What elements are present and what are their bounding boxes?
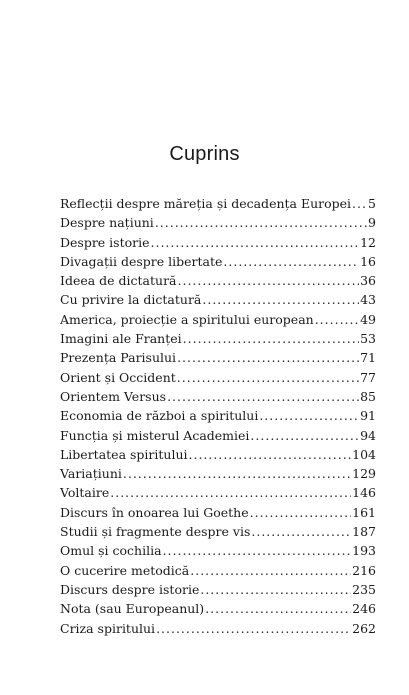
- toc-entry: [60, 619, 376, 638]
- toc-entry-title: Divagații despre libertate: [60, 253, 223, 269]
- toc-entry-title: Orientem Versus: [60, 388, 167, 404]
- page-title: Cuprins: [169, 143, 240, 165]
- toc-entry-page-number: 77: [360, 369, 376, 385]
- toc-entry-page-number: 104: [352, 446, 376, 462]
- toc-entry-page-number: 9: [368, 215, 376, 231]
- toc-leader-dots: [250, 503, 352, 522]
- toc-leader-dots: [156, 619, 351, 638]
- toc-entry: [60, 599, 376, 618]
- toc-entry: [60, 213, 376, 232]
- toc-entry-title: Ideea de dictatură: [60, 273, 177, 289]
- toc-leader-dots: [251, 522, 351, 541]
- toc-entry-title: Voltaire: [60, 485, 110, 501]
- toc-entry-page-number: 43: [360, 292, 376, 308]
- toc-entry: [60, 271, 376, 290]
- toc-entry-page-number: 71: [360, 350, 376, 366]
- toc-entry: [60, 445, 376, 464]
- table-of-contents: [60, 194, 376, 638]
- toc-entry-page-number: 193: [352, 543, 376, 559]
- toc-leader-dots: [315, 310, 359, 329]
- toc-entry-page-number: 262: [352, 620, 376, 636]
- toc-entry: [60, 387, 376, 406]
- toc-leader-dots: [151, 233, 360, 252]
- toc-entry-page-number: 49: [360, 311, 376, 327]
- toc-leader-dots: [177, 368, 359, 387]
- toc-entry-title: Despre istorie: [60, 234, 150, 250]
- toc-entry-page-number: 16: [360, 253, 376, 269]
- toc-entry-title: Discurs în onoarea lui Goethe: [60, 504, 249, 520]
- toc-entry-page-number: 91: [360, 408, 376, 424]
- toc-entry-title: Imagini ale Franței: [60, 331, 182, 347]
- toc-entry: [60, 194, 376, 213]
- toc-leader-dots: [259, 406, 359, 425]
- toc-entry-page-number: 235: [352, 581, 376, 597]
- toc-entry-page-number: 36: [360, 273, 376, 289]
- toc-entry: [60, 580, 376, 599]
- toc-entry: [60, 464, 376, 483]
- toc-entry-title: Libertatea spiritului: [60, 446, 188, 462]
- toc-entry: [60, 406, 376, 425]
- toc-leader-dots: [202, 290, 359, 309]
- toc-entry: [60, 483, 376, 502]
- toc-entry-page-number: 161: [352, 504, 376, 520]
- toc-entry-page-number: 85: [360, 388, 376, 404]
- toc-leader-dots: [200, 580, 351, 599]
- toc-entry: [60, 368, 376, 387]
- toc-entry-title: Criza spiritului: [60, 620, 156, 636]
- toc-entry-title: Orient și Occident: [60, 369, 176, 385]
- toc-entry-title: Economia de război a spiritului: [60, 408, 259, 424]
- toc-entry-page-number: 146: [352, 485, 376, 501]
- toc-entry-title: Variațiuni: [60, 466, 122, 482]
- toc-entry-title: Nota (sau Europeanul): [60, 601, 205, 617]
- toc-leader-dots: [205, 599, 351, 618]
- toc-entry-page-number: 246: [352, 601, 376, 617]
- toc-leader-dots: [223, 252, 359, 271]
- toc-entry: [60, 348, 376, 367]
- toc-leader-dots: [163, 541, 352, 560]
- toc-entry: [60, 503, 376, 522]
- toc-entry: [60, 541, 376, 560]
- toc-entry-title: Cu privire la dictatură: [60, 292, 202, 308]
- toc-entry-title: Reflecții despre măreția și decadența Europei: [60, 196, 352, 211]
- toc-entry: [60, 522, 376, 541]
- toc-entry-title: Despre națiuni: [60, 215, 154, 231]
- toc-entry-title: Prezența Parisului: [60, 350, 177, 366]
- toc-leader-dots: [183, 329, 359, 348]
- toc-leader-dots: [250, 426, 359, 445]
- toc-entry: [60, 310, 376, 329]
- toc-entry-page-number: 53: [360, 331, 376, 347]
- toc-entry: [60, 329, 376, 348]
- toc-entry: [60, 290, 376, 309]
- toc-entry-title: America, proiecție a spiritului european: [60, 311, 314, 327]
- toc-leader-dots: [178, 271, 360, 290]
- toc-entry: [60, 426, 376, 445]
- toc-leader-dots: [155, 213, 367, 232]
- toc-entry-title: Studii și fragmente despre vis: [60, 524, 251, 540]
- toc-leader-dots: [110, 483, 351, 502]
- toc-entry-page-number: 129: [352, 466, 376, 482]
- toc-entry: [60, 252, 376, 271]
- toc-entry-page-number: 5: [368, 196, 376, 211]
- toc-entry-page-number: 12: [360, 234, 376, 250]
- toc-entry-title: O cucerire metodică: [60, 562, 190, 578]
- toc-entry-page-number: 94: [360, 427, 376, 443]
- toc-entry-title: Discurs despre istorie: [60, 581, 200, 597]
- toc-entry-title: Omul și cochilia: [60, 543, 162, 559]
- toc-leader-dots: [177, 348, 359, 367]
- toc-leader-dots: [167, 387, 359, 406]
- toc-leader-dots: [352, 194, 367, 213]
- toc-entry: [60, 561, 376, 580]
- toc-entry-title: Funcția și misterul Academiei: [60, 427, 250, 443]
- toc-leader-dots: [123, 464, 351, 483]
- toc-entry-page-number: 216: [352, 562, 376, 578]
- toc-leader-dots: [189, 445, 352, 464]
- toc-entry: [60, 233, 376, 252]
- toc-leader-dots: [190, 561, 351, 580]
- toc-entry-page-number: 187: [352, 524, 376, 540]
